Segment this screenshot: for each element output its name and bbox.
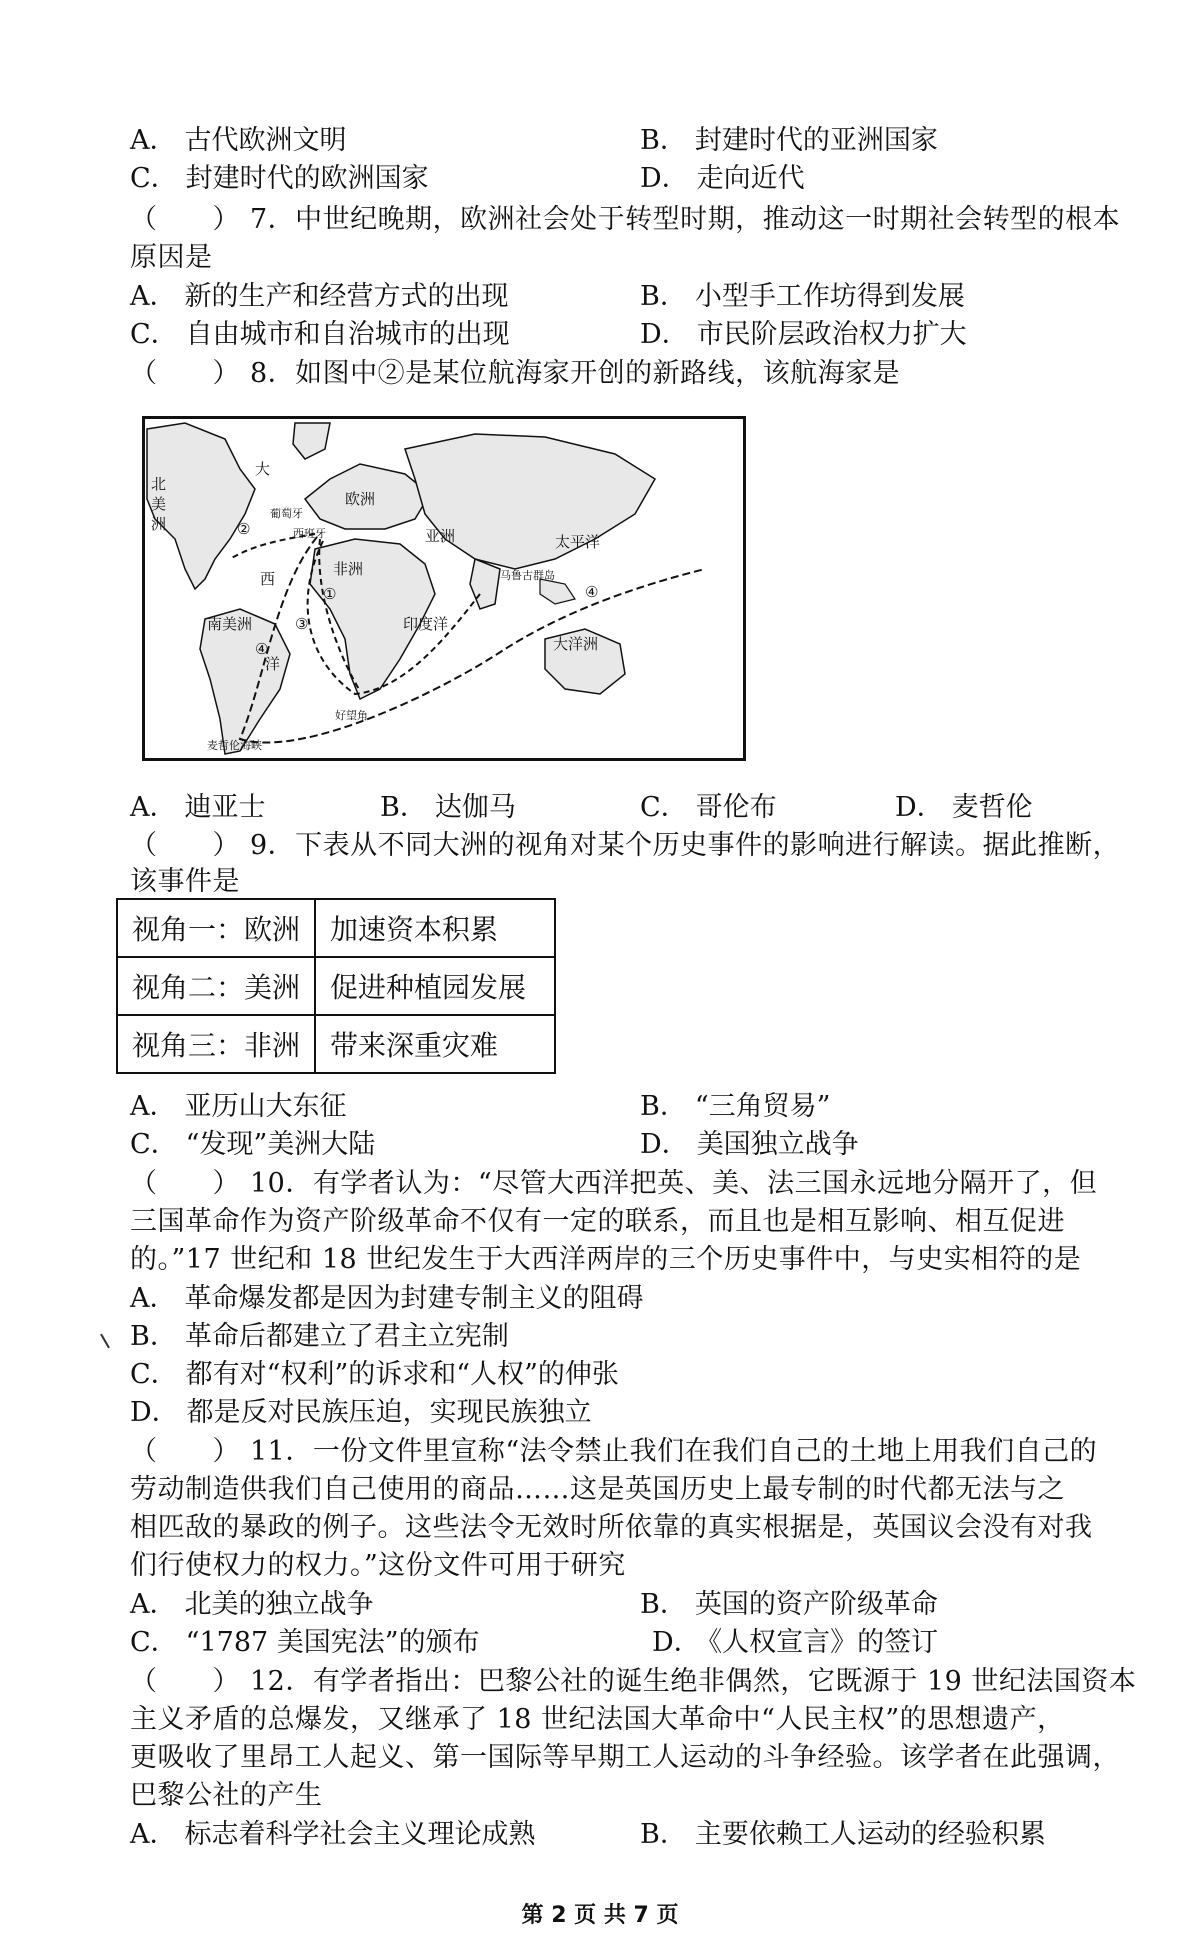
q11-stem-line-1 (130, 1435, 1097, 1469)
greenland-landmass (293, 423, 330, 459)
label-atlantic-da: 大 (255, 460, 271, 478)
option-label: C． (130, 1129, 178, 1160)
label-asia: 亚洲 (425, 527, 456, 545)
option-label: A． (130, 125, 177, 156)
perspective-table (116, 898, 556, 1074)
q6-option-d[interactable] (640, 162, 805, 196)
option-text: 古代欧洲文明 (184, 125, 347, 156)
label-north-america-1: 北 (151, 475, 167, 493)
q11-option-c[interactable] (130, 1626, 480, 1660)
q7-option-b[interactable] (640, 280, 965, 314)
label-portugal: 葡萄牙 (270, 507, 303, 520)
q9-stem-text: 9．下表从不同大洲的视角对某个历史事件的影响进行解读。据此推断， (250, 830, 1121, 861)
q10-option-d[interactable] (130, 1396, 592, 1430)
map-svg (145, 419, 743, 758)
table-cell-impact: 带来深重灾难 (315, 1015, 555, 1073)
india-landmass (470, 559, 500, 609)
option-text: 迪亚士 (184, 792, 266, 823)
q6-option-b[interactable] (640, 124, 938, 158)
answer-blank[interactable]: （ ） (130, 1666, 240, 1697)
option-text: 市民阶层政治权力扩大 (696, 319, 967, 350)
q9-option-d[interactable] (640, 1128, 859, 1162)
q7-stem-line-1 (130, 203, 1120, 237)
q7-stem-text: 7．中世纪晚期，欧洲社会处于转型时期，推动这一时期社会转型的根本 (250, 204, 1121, 235)
q11-stem-line-4: 们行使权力的权力。”这份文件可用于研究 (130, 1550, 626, 1581)
route-marker-2: ② (237, 520, 251, 538)
q7-option-a[interactable] (130, 280, 509, 314)
q12-stem-line-1 (130, 1665, 1136, 1699)
option-text: “1787 美国宪法”的颁布 (185, 1627, 480, 1658)
asia-landmass (405, 434, 655, 569)
option-label: C． (130, 319, 178, 350)
label-spain: 西班牙 (293, 527, 326, 540)
q7-option-c[interactable] (130, 318, 510, 352)
route-marker-4a: ④ (255, 640, 269, 658)
q8-option-d[interactable] (895, 791, 1033, 825)
q12-option-b[interactable] (640, 1818, 1046, 1852)
option-text: 革命爆发都是因为封建专制主义的阻碍 (184, 1283, 644, 1314)
option-label: B． (380, 792, 427, 823)
q10-option-b[interactable] (130, 1320, 509, 1354)
option-text: 小型手工作坊得到发展 (694, 281, 965, 312)
option-label: D． (640, 163, 689, 194)
q8-option-c[interactable] (640, 791, 777, 825)
q11-option-d[interactable] (652, 1626, 938, 1660)
option-label: B． (640, 125, 687, 156)
route-marker-3: ③ (295, 615, 309, 633)
voyage-route-map (142, 416, 746, 761)
option-label: D． (640, 319, 689, 350)
option-label: B． (640, 1819, 687, 1850)
label-atlantic-xi: 西 (260, 570, 276, 588)
q9-option-b[interactable] (640, 1090, 830, 1124)
table-row (117, 899, 555, 957)
answer-blank[interactable]: （ ） (130, 830, 240, 861)
option-label: D． (652, 1627, 701, 1658)
q7-option-d[interactable] (640, 318, 967, 352)
answer-blank[interactable]: （ ） (130, 358, 240, 389)
table-cell-impact: 促进种植园发展 (315, 957, 555, 1015)
q10-stem-line-2: 三国革命作为资产阶级革命不仅有一定的联系，而且也是相互影响、相互促进 (130, 1206, 1065, 1237)
option-label: A． (130, 792, 177, 823)
option-text: 麦哲伦 (951, 792, 1033, 823)
q8-option-a[interactable] (130, 791, 266, 825)
q11-option-a[interactable] (130, 1588, 374, 1622)
q9-stem-line-1 (130, 829, 1120, 863)
q9-stem-line-2: 该事件是 (130, 866, 240, 897)
label-europe: 欧洲 (345, 490, 376, 508)
table-cell-perspective: 视角二：美洲 (117, 957, 315, 1015)
label-north-america-2: 美 (151, 495, 167, 513)
option-text: 走向近代 (696, 163, 805, 194)
option-text: 都是反对民族压迫，实现民族独立 (186, 1397, 592, 1428)
q11-stem-line-2: 劳动制造供我们自己使用的商品……这是英国历史上最专制的时代都无法与之 (130, 1474, 1065, 1505)
option-label: A． (130, 1283, 177, 1314)
option-label: A． (130, 1589, 177, 1620)
label-south-america: 南美洲 (207, 615, 253, 633)
option-text: 达伽马 (434, 792, 516, 823)
route-marker-4b: ④ (585, 583, 599, 601)
answer-blank[interactable]: （ ） (130, 1436, 240, 1467)
table-cell-perspective: 视角一：欧洲 (117, 899, 315, 957)
q12-stem-line-3: 更吸收了里昂工人起义、第一国际等早期工人运动的斗争经验。该学者在此强调， (130, 1742, 1120, 1773)
option-label: D． (130, 1397, 179, 1428)
q8-stem (130, 357, 900, 391)
q12-stem-line-2: 主义矛盾的总爆发，又继承了 18 世纪法国大革命中“人民主权”的思想遗产， (130, 1704, 1065, 1735)
q6-option-a[interactable] (130, 124, 347, 158)
option-text: “三角贸易” (694, 1091, 831, 1122)
option-text: 新的生产和经营方式的出现 (184, 281, 509, 312)
page-footer: 第 2 页 共 7 页 (521, 1903, 679, 1928)
option-label: D． (640, 1129, 689, 1160)
answer-blank[interactable]: （ ） (130, 204, 240, 235)
label-magellan-strait: 麦哲伦海峡 (207, 739, 262, 752)
option-label: C． (130, 1627, 178, 1658)
option-text: 自由城市和自治城市的出现 (185, 319, 510, 350)
label-africa: 非洲 (333, 560, 364, 578)
label-atlantic-yang: 洋 (265, 655, 281, 673)
q9-option-c[interactable] (130, 1128, 375, 1162)
option-text: 封建时代的亚洲国家 (694, 125, 938, 156)
option-label: A． (130, 1091, 177, 1122)
table-cell-perspective: 视角三：非洲 (117, 1015, 315, 1073)
option-label: B． (640, 1589, 687, 1620)
option-label: D． (895, 792, 944, 823)
q12-stem-line-4: 巴黎公社的产生 (130, 1780, 323, 1811)
option-text: “发现”美洲大陆 (185, 1129, 376, 1160)
table-cell-impact: 加速资本积累 (315, 899, 555, 957)
option-label: C． (130, 1359, 178, 1390)
q8-option-b[interactable] (380, 791, 516, 825)
stray-pen-mark (100, 1334, 110, 1349)
q8-stem-text: 8．如图中②是某位航海家开创的新路线，该航海家是 (250, 358, 901, 389)
option-label: A． (130, 1819, 177, 1850)
q10-stem-line-3: 的。”17 世纪和 18 世纪发生于大西洋两岸的三个历史事件中，与史实相符的是 (130, 1244, 1082, 1275)
option-text: 北美的独立战争 (184, 1589, 374, 1620)
route-marker-1: ① (323, 585, 337, 603)
q10-option-c[interactable] (130, 1358, 619, 1392)
q11-option-b[interactable] (640, 1588, 938, 1622)
label-cape: 好望角 (335, 709, 368, 722)
option-label: B． (640, 281, 687, 312)
q10-stem-text: 10．有学者认为：“尽管大西洋把英、美、法三国永远地分隔开了，但 (250, 1168, 1098, 1199)
option-text: 标志着科学社会主义理论成熟 (184, 1819, 536, 1850)
option-text: 封建时代的欧洲国家 (185, 163, 429, 194)
option-text: 革命后都建立了君主立宪制 (184, 1321, 509, 1352)
q12-stem-text: 12．有学者指出：巴黎公社的诞生绝非偶然，它既源于 19 世纪法国资本 (250, 1666, 1137, 1697)
answer-blank[interactable]: （ ） (130, 1168, 240, 1199)
label-oceania: 大洋洲 (553, 635, 599, 653)
q11-stem-text: 11．一份文件里宣称“法令禁止我们在我们自己的土地上用我们自己的 (250, 1436, 1098, 1467)
q10-stem-line-1 (130, 1167, 1097, 1201)
option-text: 都有对“权利”的诉求和“人权”的伸张 (185, 1359, 619, 1390)
label-pacific: 太平洋 (555, 533, 601, 551)
option-text: 美国独立战争 (696, 1129, 859, 1160)
islands-landmass (540, 579, 575, 604)
q6-option-c[interactable] (130, 162, 429, 196)
q11-stem-line-3: 相匹敌的暴政的例子。这些法令无效时所依靠的真实根据是，英国议会没有对我 (130, 1512, 1093, 1543)
option-label: B． (130, 1321, 177, 1352)
label-moluccas: 马鲁古群岛 (500, 569, 555, 582)
option-label: C． (130, 163, 178, 194)
option-label: C． (640, 792, 688, 823)
q10-option-a[interactable] (130, 1282, 644, 1316)
option-text: 英国的资产阶级革命 (694, 1589, 938, 1620)
option-text: 哥伦布 (695, 792, 777, 823)
q7-stem-line-2: 原因是 (130, 242, 213, 273)
q12-option-a[interactable] (130, 1818, 536, 1852)
option-text: 亚历山大东征 (184, 1091, 347, 1122)
table-row (117, 957, 555, 1015)
table-row (117, 1015, 555, 1073)
option-label: B． (640, 1091, 687, 1122)
option-text: 《人权宣言》的签订 (708, 1627, 939, 1658)
q9-option-a[interactable] (130, 1090, 347, 1124)
option-text: 主要依赖工人运动的经验积累 (694, 1819, 1046, 1850)
option-label: A． (130, 281, 177, 312)
label-indian-ocean: 印度洋 (403, 615, 449, 633)
label-north-america-3: 洲 (151, 515, 167, 533)
